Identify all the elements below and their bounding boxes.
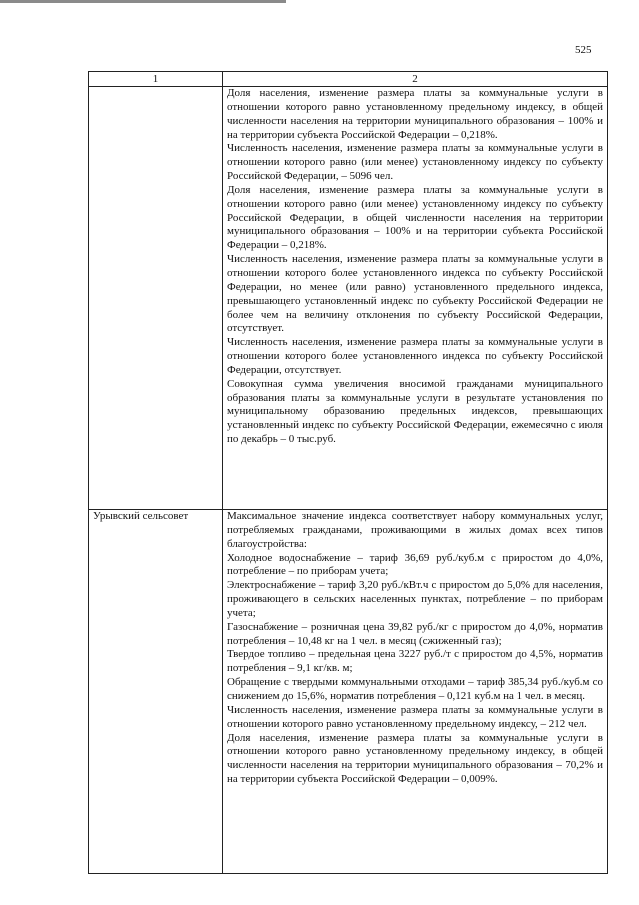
table-row (89, 87, 608, 510)
paragraph: Доля населения, изменение размера платы за коммунальные услуги в отношении которого равно (или менее) установленному индексу по субъекту Российской Федерации, в общей численности населения на территории муниципального образования – 100% и на территории субъекта Российской Федерации – 0,218%. (227, 183, 603, 252)
row-content (223, 87, 608, 510)
page-number: 525 (575, 44, 592, 56)
paragraph: Доля населения, изменение размера платы за коммунальные услуги в отношении которого равно установленному предельному индексу, в общей численности населения на территории муниципального образования – 100% и на территории субъекта Российской Федерации – 0,218%. (227, 87, 603, 141)
document-table (88, 71, 608, 874)
paragraph: Холодное водоснабжение – тариф 36,69 руб./куб.м с приростом до 4,0%, потребление – по приборам учета; (227, 551, 603, 578)
paragraph: Численность населения, изменение размера платы за коммунальные услуги в отношении которого более установленного индекса по субъекту Российской Федерации, но менее (или равно) установленного предельного индекса, превышающего установленный индекс по субъекту Российской Федерации не более чем на величину отклонения по субъекту Российской Федерации, отсутствует. (227, 253, 603, 335)
paragraph: Твердое топливо – предельная цена 3227 руб./т с приростом до 4,5%, норматив потребления – 9,1 кг/кв. м; (227, 648, 603, 675)
column-header-2: 2 (223, 72, 608, 87)
paragraph: Максимальное значение индекса соответствует набору коммунальных услуг, потребляемых гражданами, проживающими в жилых домах всех типов благоустройства: (227, 510, 603, 550)
paragraph: Электроснабжение – тариф 3,20 руб./кВт.ч с приростом до 5,0% для населения, проживающего в сельских населенных пунктах, потребление – по приборам учета; (227, 579, 603, 619)
paragraph: Совокупная сумма увеличения вносимой гражданами муниципального образования платы за коммунальные услуги в результате установления по муниципальному образованию предельных индексов, превышающих установленный индекс по субъекту Российской Федерации, ежемесячно с июля по декабрь – 0 тыс.руб. (227, 377, 603, 446)
scan-artifact-line (0, 0, 286, 3)
paragraph: Газоснабжение – розничная цена 39,82 руб./кг с приростом до 4,0%, норматив потребления – 10,48 кг на 1 чел. в месяц (сжиженный газ); (227, 620, 603, 647)
table-row (89, 510, 608, 874)
table-header-row (89, 72, 608, 87)
municipality-name (89, 87, 223, 510)
row-content (223, 510, 608, 874)
municipality-name: Урывский сельсовет (89, 510, 223, 874)
paragraph: Обращение с твердыми коммунальными отходами – тариф 385,34 руб./куб.м со снижением до 15,6%, норматив потребления – 0,121 куб.м на 1 чел. в месяц. (227, 676, 603, 702)
column-header-1: 1 (89, 72, 223, 87)
paragraph: Численность населения, изменение размера платы за коммунальные услуги в отношении которого равно установленному предельному индексу, – 212 чел. (227, 703, 603, 730)
paragraph: Численность населения, изменение размера платы за коммунальные услуги в отношении которого равно (или менее) установленному индексу по субъекту Российской Федерации, – 5096 чел. (227, 142, 603, 183)
paragraph: Численность населения, изменение размера платы за коммунальные услуги в отношении которого более установленного индекса по субъекту Российской Федерации, отсутствует. (227, 336, 603, 376)
paragraph: Доля населения, изменение размера платы за коммунальные услуги в отношении которого равно установленному предельному индексу, в общей численности населения на территории муниципального образования – 70,2% и на территории субъекта Российской Федерации – 0,009%. (227, 731, 603, 786)
